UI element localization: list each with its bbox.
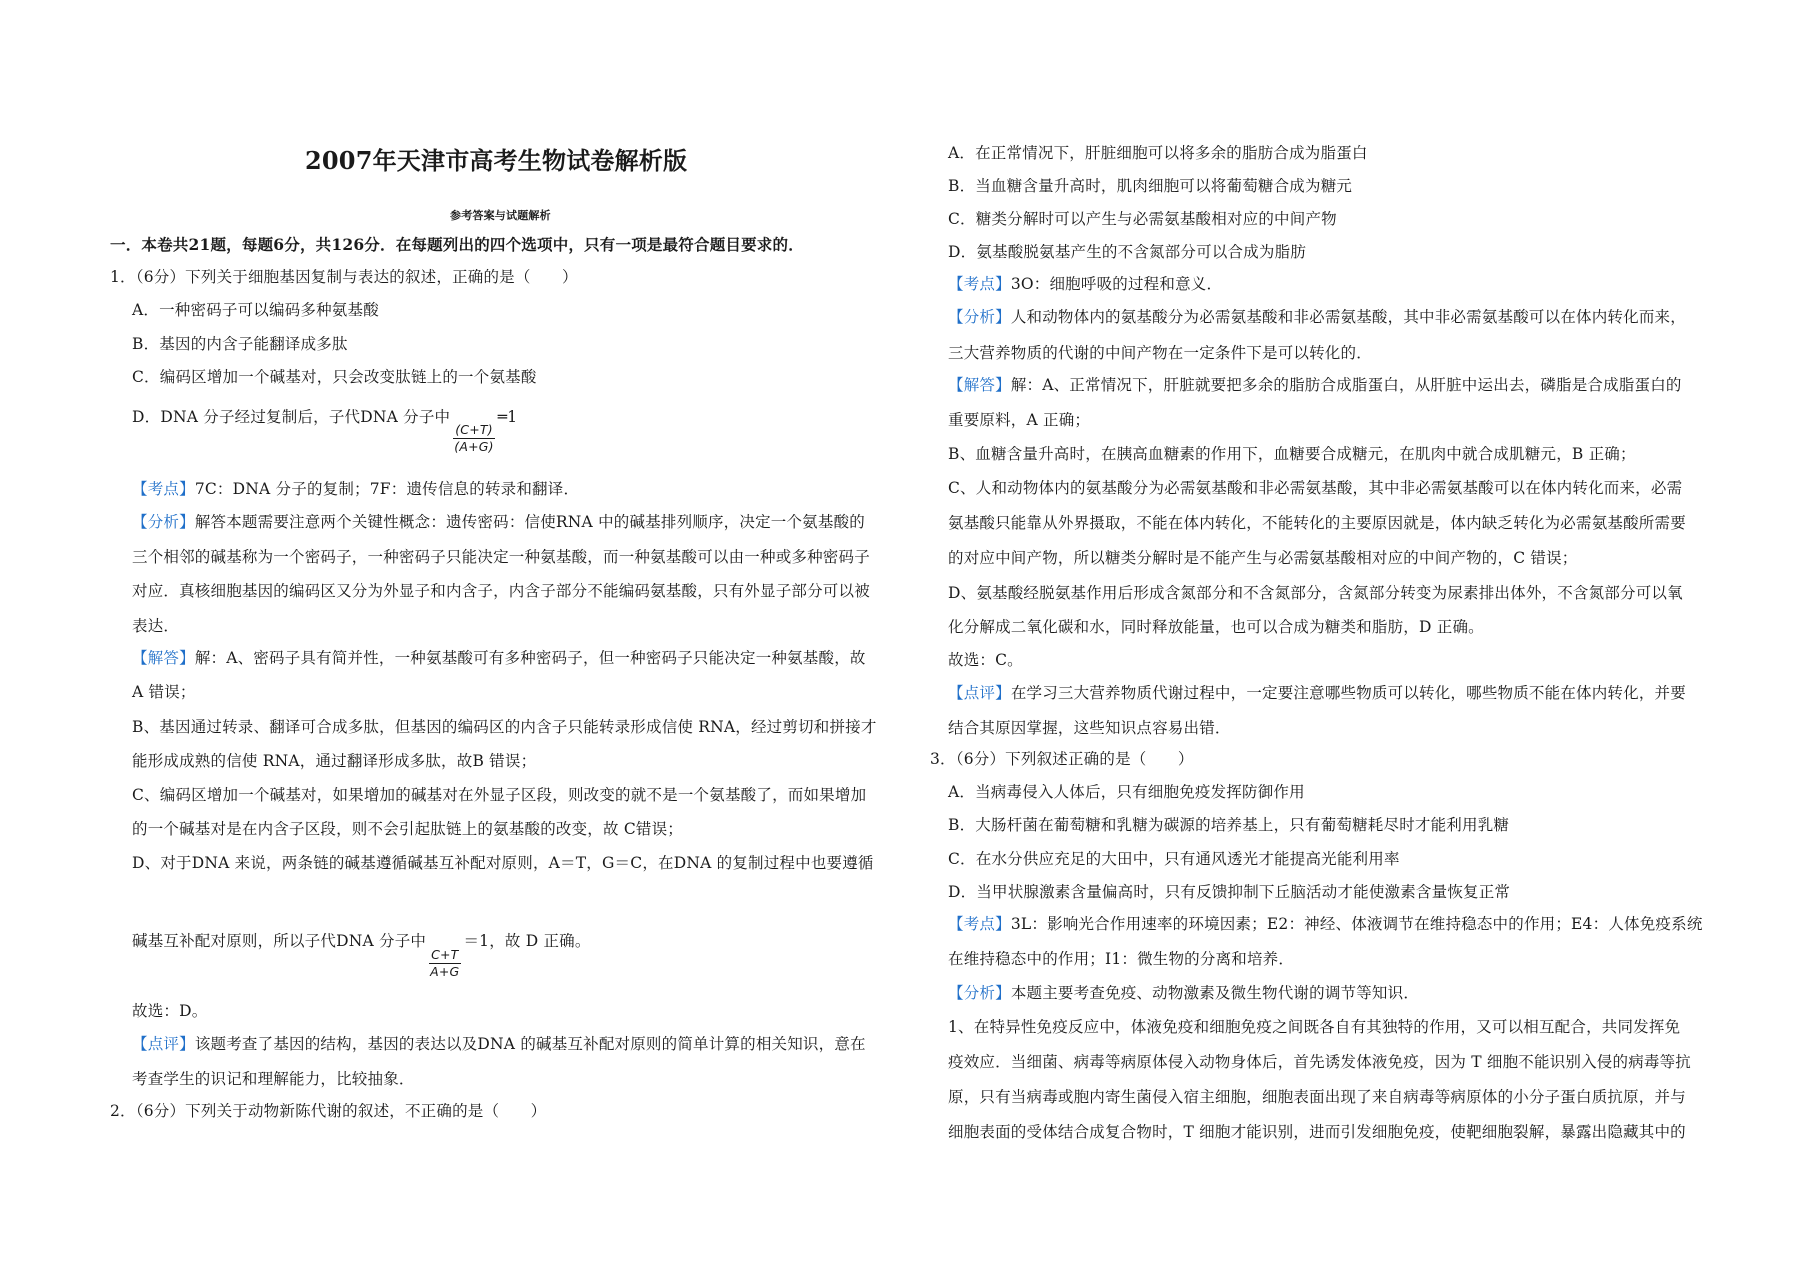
q1-fenxi: 【分析】解答本题需要注意两个关键性概念：遗传密码：信使RNA 中的碱基排列顺序，决定一个氨基酸的 xyxy=(132,513,865,531)
q3-kaodian-line: 在维持稳态中的作用；I1：微生物的分离和培养． xyxy=(948,950,1295,968)
q1-jieda-fraction xyxy=(428,947,461,980)
q1-jieda-line: B、基因通过转录、翻译可合成多肽，但基因的编码区的内含子只能转录形成信使 RNA，经过剪切和拼接才 xyxy=(132,718,877,736)
q1-jieda-line: 的一个碱基对是在内含子区段，则不会引起肽链上的氨基酸的改变，故 C错误； xyxy=(132,820,683,838)
q3-fenxi: 【分析】本题主要考查免疫、动物激素及微生物代谢的调节等知识． xyxy=(948,984,1420,1002)
q1-kaodian: 【考点】7C：DNA 分子的复制；7F：遗传信息的转录和翻译． xyxy=(132,480,580,498)
fraction-numerator: C+T xyxy=(431,947,459,962)
q2-fenxi-line: 三大营养物质的代谢的中间产物在一定条件下是可以转化的． xyxy=(948,344,1372,362)
fraction-numerator: (C+T) xyxy=(455,422,493,437)
q2-stem: 2．（6分）下列关于动物新陈代谢的叙述，不正确的是（ ） xyxy=(110,1102,547,1120)
jieda-tag: 【解答】 xyxy=(132,649,195,667)
q3-stem: 3．（6分）下列叙述正确的是（ ） xyxy=(930,750,1194,768)
q3-fenxi-line: 疫效应．当细菌、病毒等病原体侵入动物身体后，首先诱发体液免疫，因为 T 细胞不能识别入侵的病毒等抗 xyxy=(948,1053,1691,1071)
q1-jieda-line: C、编码区增加一个碱基对，如果增加的碱基对在外显子区段，则改变的就不是一个氨基酸了，而如果增加 xyxy=(132,786,867,804)
q1-option-d-fraction xyxy=(452,422,495,455)
q1-option-c: C．编码区增加一个碱基对，只会改变肽链上的一个氨基酸 xyxy=(132,368,537,386)
q2-jieda-line: 化分解成二氧化碳和水，同时释放能量，也可以合成为糖类和脂肪，D 正确。 xyxy=(948,618,1484,636)
q2-answer: 故选：C。 xyxy=(948,651,1023,669)
q1-jieda-line-formula: 碱基互补配对原则，所以子代DNA 分子中 $\frac{C+T}{A+G}$ ＝1，故 D 正确。 xyxy=(132,932,591,979)
q2-jieda-line: C、人和动物体内的氨基酸分为必需氨基酸和非必需氨基酸，其中非必需氨基酸可以在体内转化而来，必需 xyxy=(948,479,1683,497)
fenxi-tag: 【分析】 xyxy=(948,984,1011,1002)
q2-dianping: 【点评】在学习三大营养物质代谢过程中，一定要注意哪些物质可以转化，哪些物质不能在体内转化，并要 xyxy=(948,684,1686,702)
q2-fenxi: 【分析】人和动物体内的氨基酸分为必需氨基酸和非必需氨基酸，其中非必需氨基酸可以在体内转化而来， xyxy=(948,308,1686,326)
dianping-tag: 【点评】 xyxy=(948,684,1011,702)
q2-jieda-line: 氨基酸只能靠从外界摄取，不能在体内转化，不能转化的主要原因就是，体内缺乏转化为必需氨基酸所需要 xyxy=(948,514,1686,532)
q3-fenxi-line: 原，只有当病毒或胞内寄生菌侵入宿主细胞，细胞表面出现了来自病毒等病原体的小分子蛋白质抗原，并与 xyxy=(948,1088,1686,1106)
q2-option-b: B．当血糖含量升高时，肌肉细胞可以将葡萄糖合成为糖元 xyxy=(948,177,1353,195)
q2-kaodian: 【考点】3O：细胞呼吸的过程和意义． xyxy=(948,275,1223,293)
fraction-denominator: A+G xyxy=(430,964,460,979)
q1-dianping: 【点评】该题考查了基因的结构，基因的表达以及DNA 的碱基互补配对原则的简单计算的相关知识，意在 xyxy=(132,1035,866,1053)
fenxi-tag: 【分析】 xyxy=(948,308,1011,326)
kaodian-tag: 【考点】 xyxy=(132,480,195,498)
q1-stem: 1．（6分）下列关于细胞基因复制与表达的叙述，正确的是（ ） xyxy=(110,268,578,286)
q1-option-a: A．一种密码子可以编码多种氨基酸 xyxy=(132,301,379,319)
q3-option-d: D．当甲状腺激素含量偏高时，只有反馈抑制下丘脑活动才能使激素含量恢复正常 xyxy=(948,883,1511,901)
section-header: 一．本卷共21题，每题6分，共126分．在每题列出的四个选项中，只有一项是最符合题目要求的． xyxy=(110,235,804,254)
q3-kaodian: 【考点】3L：影响光合作用速率的环境因素；E2：神经、体液调节在维持稳态中的作用；E4：人体免疫系统 xyxy=(948,915,1703,933)
q1-option-b: B．基因的内含子能翻译成多肽 xyxy=(132,335,348,353)
q3-fenxi-line: 1、在特异性免疫反应中，体液免疫和细胞免疫之间既各自有其独特的作用，又可以相互配合，共同发挥免 xyxy=(948,1018,1681,1036)
q2-jieda-line: 重要原料，A 正确； xyxy=(948,411,1091,429)
jieda-tag: 【解答】 xyxy=(948,376,1011,394)
q1-answer: 故选：D。 xyxy=(132,1002,208,1020)
q2-jieda-line: D、氨基酸经脱氨基作用后形成含氮部分和不含氮部分，含氮部分转变为尿素排出体外，不含氮部分可以氧 xyxy=(948,584,1683,602)
page-title: 2007年天津市高考生物试卷解析版 xyxy=(305,146,688,175)
q3-option-c: C．在水分供应充足的大田中，只有通风透光才能提高光能利用率 xyxy=(948,850,1400,868)
q1-option-d xyxy=(132,406,517,455)
q2-jieda-line: 的对应中间产物，所以糖类分解时是不能产生与必需氨基酸相对应的中间产物的，C 错误； xyxy=(948,549,1578,567)
q1-jieda-line: 能形成成熟的信使 RNA，通过翻译形成多肽，故B 错误； xyxy=(132,752,537,770)
q1-jieda-line: D、对于DNA 来说，两条链的碱基遵循碱基互补配对原则，A＝T，G＝C，在DNA 的复制过程中也要遵循 xyxy=(132,854,874,872)
kaodian-tag: 【考点】 xyxy=(948,275,1011,293)
q2-jieda: 【解答】解：A、正常情况下，肝脏就要把多余的脂肪合成脂蛋白，从肝脏中运出去，磷脂是合成脂蛋白的 xyxy=(948,376,1682,394)
q2-option-d: D．氨基酸脱氨基产生的不含氮部分可以合成为脂肪 xyxy=(948,243,1307,261)
q1-fenxi-line: 三个相邻的碱基称为一个密码子，一种密码子只能决定一种氨基酸，而一种氨基酸可以由一种或多种密码子 xyxy=(132,548,870,566)
q2-jieda-line: B、血糖含量升高时，在胰高血糖素的作用下，血糖要合成糖元，在肌肉中就合成肌糖元，B 正确； xyxy=(948,445,1636,463)
fraction-denominator: (A+G) xyxy=(454,439,494,454)
dianping-tag: 【点评】 xyxy=(132,1035,195,1053)
q1-option-d-prefix: D．DNA 分子经过复制后，子代DNA 分子中 xyxy=(132,408,451,426)
q1-option-d-suffix: ═1 xyxy=(497,408,518,426)
q3-option-b: B．大肠杆菌在葡萄糖和乳糖为碳源的培养基上，只有葡萄糖耗尽时才能利用乳糖 xyxy=(948,816,1510,834)
q1-jieda-line: A 错误； xyxy=(132,683,196,701)
q1-dianping-line: 考查学生的识记和理解能力，比较抽象． xyxy=(132,1070,415,1088)
q3-option-a: A．当病毒侵入人体后，只有细胞免疫发挥防御作用 xyxy=(948,783,1305,801)
q2-option-a: A．在正常情况下，肝脏细胞可以将多余的脂肪合成为脂蛋白 xyxy=(948,144,1368,162)
q1-fenxi-line: 表达． xyxy=(132,617,180,635)
q1-fenxi-line: 对应．真核细胞基因的编码区又分为外显子和内含子，内含子部分不能编码氨基酸，只有外显子部分可以被 xyxy=(132,582,870,600)
fenxi-tag: 【分析】 xyxy=(132,513,195,531)
q2-dianping-line: 结合其原因掌握，这些知识点容易出错． xyxy=(948,719,1231,737)
q2-option-c: C．糖类分解时可以产生与必需氨基酸相对应的中间产物 xyxy=(948,210,1337,228)
kaodian-tag: 【考点】 xyxy=(948,915,1011,933)
page-subtitle: 参考答案与试题解析 xyxy=(450,209,551,222)
q3-fenxi-line: 细胞表面的受体结合成复合物时，T 细胞才能识别，进而引发细胞免疫，使靶细胞裂解，暴露出隐藏其中的 xyxy=(948,1123,1686,1141)
q1-jieda: 【解答】解：A、密码子具有简并性，一种氨基酸可有多种密码子，但一种密码子只能决定一种氨基酸，故 xyxy=(132,649,866,667)
